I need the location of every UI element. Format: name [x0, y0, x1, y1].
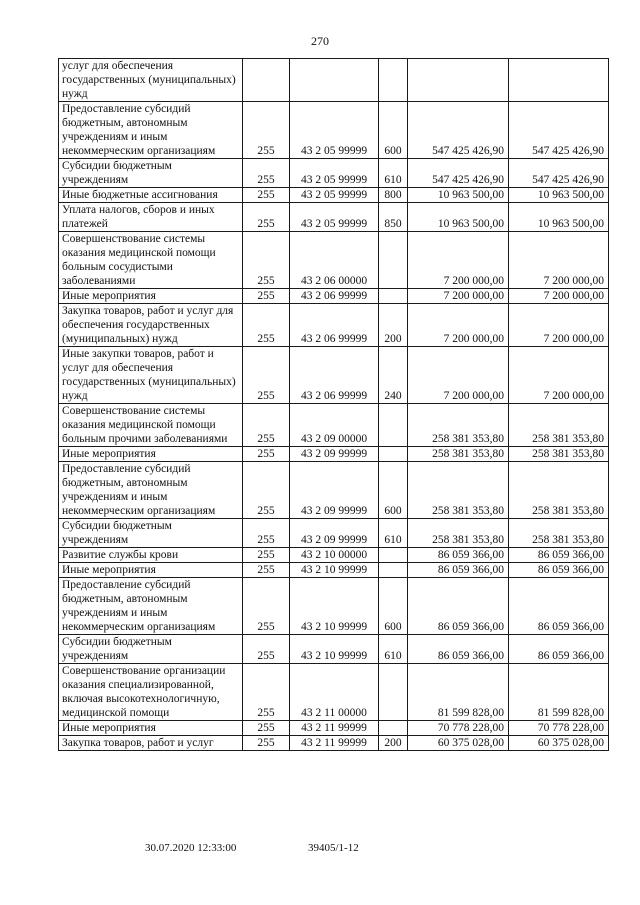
row-expense-type-cell: 200 — [379, 304, 408, 347]
row-chapter-code-cell: 255 — [243, 289, 290, 304]
table-row — [59, 59, 609, 102]
row-amount-second-cell: 10 963 500,00 — [509, 203, 609, 232]
row-amount-second-cell: 86 059 366,00 — [509, 563, 609, 578]
row-expense-type-cell: 600 — [379, 578, 408, 635]
footer-document-number: 39405/1-12 — [308, 842, 359, 854]
row-chapter-code-cell: 255 — [243, 519, 290, 548]
table-row — [59, 519, 609, 548]
row-name-cell: Иные мероприятия — [59, 289, 243, 304]
row-target-article-cell: 43 2 06 99999 — [290, 289, 379, 304]
row-chapter-code-cell: 255 — [243, 721, 290, 736]
row-chapter-code-cell: 255 — [243, 548, 290, 563]
row-chapter-code-cell: 255 — [243, 203, 290, 232]
table-row — [59, 102, 609, 159]
table-row — [59, 447, 609, 462]
row-chapter-code-cell: 255 — [243, 304, 290, 347]
row-amount-second-cell: 86 059 366,00 — [509, 548, 609, 563]
row-amount-cell: 547 425 426,90 — [408, 102, 509, 159]
table-row — [59, 289, 609, 304]
row-name-cell: Предоставление субсидий бюджетным, автономным учреждениям и иным некоммерческим организациям — [59, 462, 243, 519]
row-amount-cell: 86 059 366,00 — [408, 578, 509, 635]
row-chapter-code-cell: 255 — [243, 736, 290, 751]
row-target-article-cell: 43 2 09 99999 — [290, 519, 379, 548]
footer-timestamp: 30.07.2020 12:33:00 — [145, 842, 237, 854]
table-row — [59, 159, 609, 188]
row-name-cell: услуг для обеспечения государственных (муниципальных) нужд — [59, 59, 243, 102]
row-chapter-code-cell: 255 — [243, 578, 290, 635]
row-amount-cell: 258 381 353,80 — [408, 447, 509, 462]
row-amount-second-cell: 81 599 828,00 — [509, 664, 609, 721]
row-amount-second-cell: 86 059 366,00 — [509, 635, 609, 664]
row-name-cell: Уплата налогов, сборов и иных платежей — [59, 203, 243, 232]
row-name-cell: Развитие службы крови — [59, 548, 243, 563]
row-expense-type-cell: 800 — [379, 188, 408, 203]
row-expense-type-cell: 600 — [379, 102, 408, 159]
table-row — [59, 721, 609, 736]
row-expense-type-cell — [379, 59, 408, 102]
row-chapter-code-cell — [243, 59, 290, 102]
row-amount-cell: 86 059 366,00 — [408, 563, 509, 578]
row-expense-type-cell — [379, 447, 408, 462]
row-amount-cell: 86 059 366,00 — [408, 635, 509, 664]
row-chapter-code-cell: 255 — [243, 462, 290, 519]
row-name-cell: Иные мероприятия — [59, 563, 243, 578]
row-amount-cell: 7 200 000,00 — [408, 289, 509, 304]
row-amount-second-cell: 547 425 426,90 — [509, 102, 609, 159]
row-amount-second-cell: 258 381 353,80 — [509, 447, 609, 462]
row-expense-type-cell: 610 — [379, 635, 408, 664]
row-target-article-cell: 43 2 06 99999 — [290, 304, 379, 347]
row-name-cell: Иные мероприятия — [59, 447, 243, 462]
row-expense-type-cell — [379, 563, 408, 578]
row-amount-cell: 547 425 426,90 — [408, 159, 509, 188]
row-target-article-cell: 43 2 09 99999 — [290, 462, 379, 519]
row-amount-cell: 81 599 828,00 — [408, 664, 509, 721]
table-row — [59, 232, 609, 289]
row-amount-second-cell: 258 381 353,80 — [509, 462, 609, 519]
row-amount-second-cell: 10 963 500,00 — [509, 188, 609, 203]
row-amount-cell: 10 963 500,00 — [408, 203, 509, 232]
row-amount-second-cell: 258 381 353,80 — [509, 404, 609, 447]
table-row — [59, 462, 609, 519]
table-row — [59, 736, 609, 751]
row-chapter-code-cell: 255 — [243, 447, 290, 462]
row-target-article-cell: 43 2 05 99999 — [290, 159, 379, 188]
row-target-article-cell: 43 2 05 99999 — [290, 188, 379, 203]
row-name-cell: Предоставление субсидий бюджетным, автономным учреждениям и иным некоммерческим организациям — [59, 102, 243, 159]
table-row — [59, 664, 609, 721]
row-amount-second-cell: 7 200 000,00 — [509, 304, 609, 347]
row-chapter-code-cell: 255 — [243, 188, 290, 203]
row-expense-type-cell — [379, 548, 408, 563]
row-amount-cell: 258 381 353,80 — [408, 462, 509, 519]
row-amount-cell: 7 200 000,00 — [408, 232, 509, 289]
table-row — [59, 404, 609, 447]
row-amount-cell: 7 200 000,00 — [408, 347, 509, 404]
row-expense-type-cell — [379, 404, 408, 447]
row-amount-second-cell: 258 381 353,80 — [509, 519, 609, 548]
table-row — [59, 548, 609, 563]
budget-table — [58, 58, 609, 751]
row-expense-type-cell — [379, 289, 408, 304]
row-amount-cell: 70 778 228,00 — [408, 721, 509, 736]
row-target-article-cell: 43 2 05 99999 — [290, 203, 379, 232]
table-row — [59, 188, 609, 203]
row-amount-cell: 7 200 000,00 — [408, 304, 509, 347]
row-amount-second-cell — [509, 59, 609, 102]
row-amount-second-cell: 86 059 366,00 — [509, 578, 609, 635]
row-chapter-code-cell: 255 — [243, 635, 290, 664]
row-target-article-cell: 43 2 10 99999 — [290, 635, 379, 664]
row-target-article-cell: 43 2 06 99999 — [290, 347, 379, 404]
row-target-article-cell: 43 2 10 99999 — [290, 578, 379, 635]
row-name-cell: Субсидии бюджетным учреждениям — [59, 159, 243, 188]
row-target-article-cell: 43 2 06 00000 — [290, 232, 379, 289]
row-target-article-cell — [290, 59, 379, 102]
row-target-article-cell: 43 2 11 00000 — [290, 664, 379, 721]
row-amount-cell: 258 381 353,80 — [408, 519, 509, 548]
row-chapter-code-cell: 255 — [243, 102, 290, 159]
table-row — [59, 578, 609, 635]
row-chapter-code-cell: 255 — [243, 159, 290, 188]
row-target-article-cell: 43 2 10 00000 — [290, 548, 379, 563]
row-expense-type-cell — [379, 664, 408, 721]
row-expense-type-cell: 610 — [379, 519, 408, 548]
row-amount-second-cell: 547 425 426,90 — [509, 159, 609, 188]
row-expense-type-cell: 600 — [379, 462, 408, 519]
row-target-article-cell: 43 2 09 99999 — [290, 447, 379, 462]
row-name-cell: Субсидии бюджетным учреждениям — [59, 519, 243, 548]
row-chapter-code-cell: 255 — [243, 404, 290, 447]
row-chapter-code-cell: 255 — [243, 563, 290, 578]
row-amount-cell: 60 375 028,00 — [408, 736, 509, 751]
row-amount-second-cell: 7 200 000,00 — [509, 289, 609, 304]
row-target-article-cell: 43 2 11 99999 — [290, 721, 379, 736]
row-expense-type-cell: 850 — [379, 203, 408, 232]
row-name-cell: Иные мероприятия — [59, 721, 243, 736]
row-amount-cell: 86 059 366,00 — [408, 548, 509, 563]
row-target-article-cell: 43 2 09 00000 — [290, 404, 379, 447]
row-amount-second-cell: 70 778 228,00 — [509, 721, 609, 736]
page-number: 270 — [311, 34, 329, 48]
row-expense-type-cell: 200 — [379, 736, 408, 751]
table-row — [59, 563, 609, 578]
row-expense-type-cell: 610 — [379, 159, 408, 188]
table-row — [59, 347, 609, 404]
row-target-article-cell: 43 2 11 99999 — [290, 736, 379, 751]
row-chapter-code-cell: 255 — [243, 232, 290, 289]
table-row — [59, 304, 609, 347]
row-name-cell: Предоставление субсидий бюджетным, автономным учреждениям и иным некоммерческим организациям — [59, 578, 243, 635]
row-name-cell: Совершенствование системы оказания медицинской помощи больным сосудистыми заболеваниями — [59, 232, 243, 289]
row-chapter-code-cell: 255 — [243, 664, 290, 721]
row-name-cell: Закупка товаров, работ и услуг — [59, 736, 243, 751]
row-amount-cell: 10 963 500,00 — [408, 188, 509, 203]
row-chapter-code-cell: 255 — [243, 347, 290, 404]
row-name-cell: Совершенствование системы оказания медицинской помощи больным прочими заболеваниями — [59, 404, 243, 447]
row-name-cell: Совершенствование организации оказания специализированной, включая высокотехнологичную, медицинской помощи — [59, 664, 243, 721]
row-target-article-cell: 43 2 10 99999 — [290, 563, 379, 578]
row-amount-second-cell: 7 200 000,00 — [509, 232, 609, 289]
table-row — [59, 203, 609, 232]
row-target-article-cell: 43 2 05 99999 — [290, 102, 379, 159]
row-name-cell: Иные закупки товаров, работ и услуг для обеспечения государственных (муниципальных) нужд — [59, 347, 243, 404]
row-amount-second-cell: 7 200 000,00 — [509, 347, 609, 404]
row-expense-type-cell — [379, 721, 408, 736]
row-amount-cell — [408, 59, 509, 102]
table-row — [59, 635, 609, 664]
row-expense-type-cell — [379, 232, 408, 289]
row-name-cell: Субсидии бюджетным учреждениям — [59, 635, 243, 664]
row-amount-second-cell: 60 375 028,00 — [509, 736, 609, 751]
row-name-cell: Иные бюджетные ассигнования — [59, 188, 243, 203]
row-expense-type-cell: 240 — [379, 347, 408, 404]
row-amount-cell: 258 381 353,80 — [408, 404, 509, 447]
row-name-cell: Закупка товаров, работ и услуг для обеспечения государственных (муниципальных) нужд — [59, 304, 243, 347]
